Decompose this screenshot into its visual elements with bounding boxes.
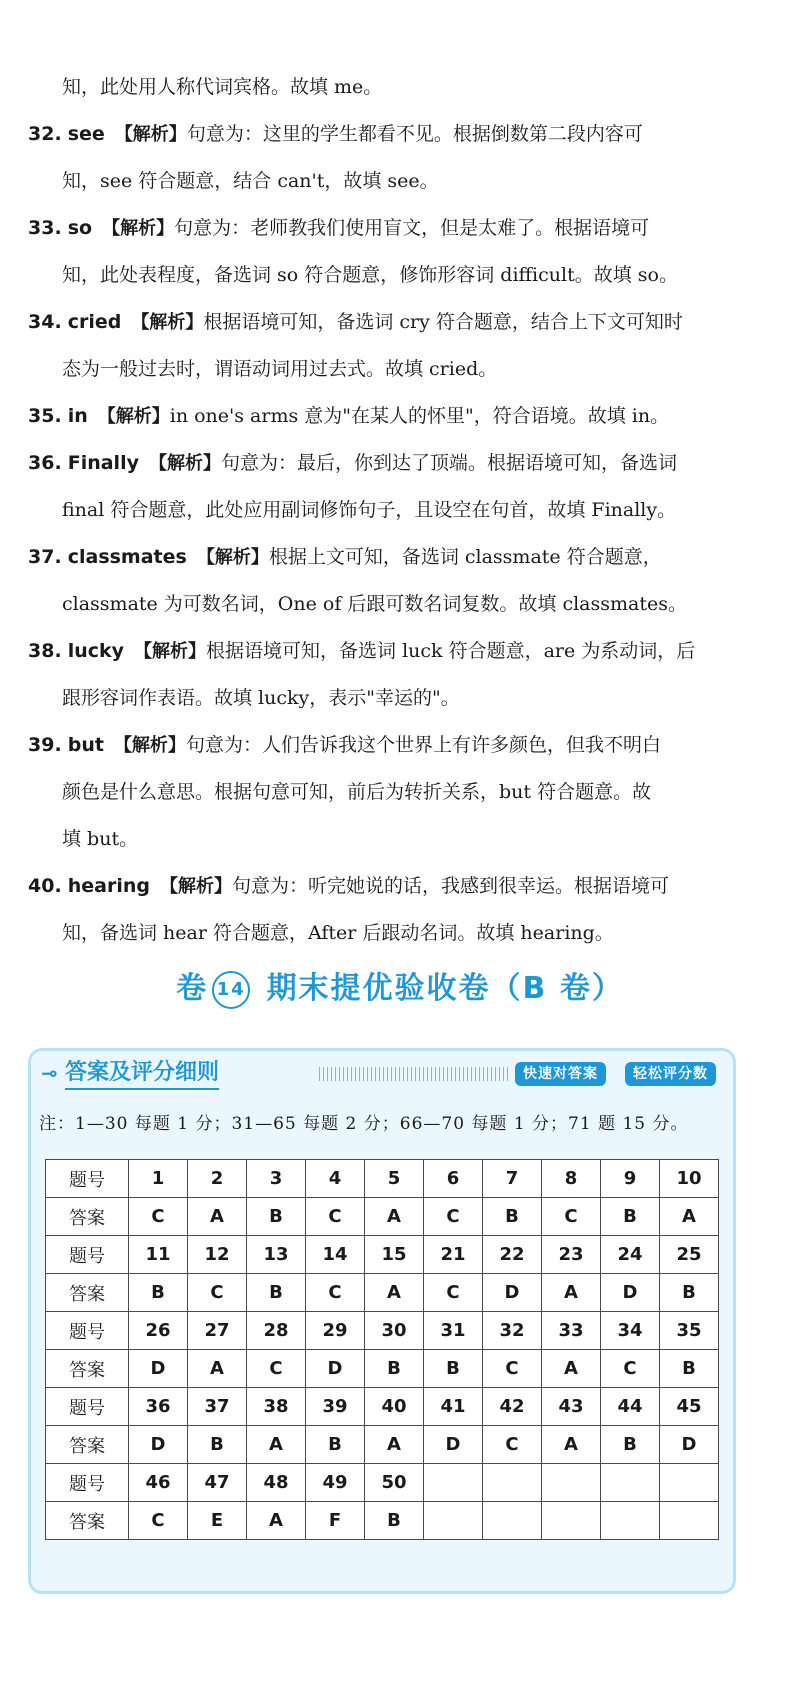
answer-cell: C: [483, 1426, 542, 1464]
analysis-tag: 【解析】: [134, 641, 207, 662]
answer-cell: C: [188, 1274, 247, 1312]
answer-cell: [660, 1502, 719, 1540]
answer-word: classmates: [67, 546, 187, 568]
answer-cell: B: [247, 1274, 306, 1312]
explanation-line: [28, 534, 748, 581]
question-number-cell: 13: [247, 1236, 306, 1274]
question-number-cell: 9: [601, 1160, 660, 1198]
question-number-cell: 32: [483, 1312, 542, 1350]
answer-word: so: [67, 217, 93, 239]
answer-cell: F: [306, 1502, 365, 1540]
explanation-text: 颜色是什么意思。根据句意可知，前后为转折关系，but 符合题意。故: [62, 781, 652, 803]
answer-cell: [424, 1502, 483, 1540]
question-number-cell: 49: [306, 1464, 365, 1502]
explanation-text: 填 but。: [62, 828, 139, 850]
row-label-question: 题号: [46, 1312, 129, 1350]
answer-cell: A: [542, 1426, 601, 1464]
analysis-tag: 【解析】: [102, 218, 175, 239]
question-number-cell: 27: [188, 1312, 247, 1350]
question-number-cell: 2: [188, 1160, 247, 1198]
question-number-cell: 29: [306, 1312, 365, 1350]
analysis-tag: 【解析】: [196, 547, 269, 568]
row-label-question: 题号: [46, 1160, 129, 1198]
question-number-row: [46, 1388, 719, 1426]
row-label-answer: 答案: [46, 1426, 129, 1464]
explanation-line: [28, 816, 748, 863]
answer-cell: A: [660, 1198, 719, 1236]
answer-card-title: 答案及评分细则: [65, 1055, 219, 1090]
row-label-question: 题号: [46, 1388, 129, 1426]
question-number-cell: 37: [188, 1388, 247, 1426]
analysis-tag: 【解析】: [97, 406, 170, 427]
answer-word: see: [67, 123, 105, 145]
explanation-text: 知，备选词 hear 符合题意，After 后跟动名词。故填 hearing。: [62, 922, 614, 944]
answer-cell: D: [483, 1274, 542, 1312]
question-number-cell: [424, 1464, 483, 1502]
question-number-cell: 35: [660, 1312, 719, 1350]
question-number-cell: 10: [660, 1160, 719, 1198]
question-number-cell: 15: [365, 1236, 424, 1274]
answer-word: cried: [67, 311, 122, 333]
answer-word: lucky: [67, 640, 125, 662]
answer-cell: B: [601, 1426, 660, 1464]
answer-cell: D: [601, 1274, 660, 1312]
question-number-cell: 50: [365, 1464, 424, 1502]
explanation-text: 根据上文可知，备选词 classmate 符合题意，: [268, 546, 662, 568]
answer-cell: C: [129, 1502, 188, 1540]
answer-cell: B: [483, 1198, 542, 1236]
explanation-line: [28, 487, 748, 534]
answer-card-header: [31, 1051, 733, 1095]
question-number-cell: 3: [247, 1160, 306, 1198]
item-number: 35.: [28, 405, 62, 427]
item-number: 33.: [28, 217, 62, 239]
question-number-cell: 42: [483, 1388, 542, 1426]
answer-cell: C: [247, 1350, 306, 1388]
item-number: 34.: [28, 311, 62, 333]
answer-cell: D: [660, 1426, 719, 1464]
question-number-cell: 7: [483, 1160, 542, 1198]
answer-cell: C: [306, 1198, 365, 1236]
answer-word: but: [67, 734, 104, 756]
section-number-badge: 14: [212, 971, 250, 1009]
explanation-line: [28, 158, 748, 205]
item-number: 36.: [28, 452, 62, 474]
answer-cell: D: [129, 1350, 188, 1388]
answer-cell: B: [129, 1274, 188, 1312]
row-label-answer: 答案: [46, 1198, 129, 1236]
explanation-text: in one's arms 意为"在某人的怀里"，符合语境。故填 in。: [169, 405, 670, 427]
item-number: 40.: [28, 875, 62, 897]
answer-cell: A: [247, 1502, 306, 1540]
answer-cell: B: [188, 1426, 247, 1464]
question-number-cell: [542, 1464, 601, 1502]
question-number-cell: 8: [542, 1160, 601, 1198]
answer-cell: C: [601, 1350, 660, 1388]
answer-cell: B: [365, 1502, 424, 1540]
explanation-text: 知，此处表程度，备选词 so 符合题意，修饰形容词 difficult。故填 so。: [62, 264, 678, 286]
answer-table: [45, 1159, 719, 1540]
explanation-line: [28, 910, 748, 957]
question-number-cell: 21: [424, 1236, 483, 1274]
explanation-line: [28, 675, 748, 722]
question-number-cell: 36: [129, 1388, 188, 1426]
explanation-text: 根据语境可知，备选词 luck 符合题意，are 为系动词，后: [206, 640, 696, 662]
analysis-tag: 【解析】: [131, 312, 204, 333]
answer-row: [46, 1198, 719, 1236]
explanation-line: [28, 299, 748, 346]
question-number-row: [46, 1312, 719, 1350]
question-number-cell: 31: [424, 1312, 483, 1350]
answer-cell: [601, 1502, 660, 1540]
row-label-question: 题号: [46, 1236, 129, 1274]
explanation-text: 知，see 符合题意，结合 can't，故填 see。: [62, 170, 439, 192]
answer-word: in: [67, 405, 88, 427]
row-label-answer: 答案: [46, 1350, 129, 1388]
explanation-line: [28, 863, 748, 910]
answer-cell: B: [365, 1350, 424, 1388]
explanation-line: [28, 722, 748, 769]
explanation-line: [28, 581, 748, 628]
answer-cell: C: [306, 1274, 365, 1312]
explanation-line: [28, 111, 748, 158]
question-number-cell: 14: [306, 1236, 365, 1274]
question-number-cell: 4: [306, 1160, 365, 1198]
answer-word: Finally: [67, 452, 139, 474]
question-number-cell: 46: [129, 1464, 188, 1502]
explanation-text: 根据语境可知，备选词 cry 符合题意，结合上下文可知时: [203, 311, 683, 333]
explanation-text: 句意为：听完她说的话，我感到很幸运。根据语境可: [231, 875, 669, 897]
question-number-cell: 43: [542, 1388, 601, 1426]
question-number-cell: 6: [424, 1160, 483, 1198]
question-number-cell: 44: [601, 1388, 660, 1426]
question-number-cell: 1: [129, 1160, 188, 1198]
answer-row: [46, 1274, 719, 1312]
explanation-line: [28, 440, 748, 487]
easy-score-badge: 轻松评分数: [625, 1062, 716, 1086]
quick-check-badge: 快速对答案: [515, 1062, 606, 1086]
answer-cell: B: [247, 1198, 306, 1236]
answer-cell: A: [365, 1426, 424, 1464]
explanation-text: 句意为：老师教我们使用盲文，但是太难了。根据语境可: [174, 217, 650, 239]
answer-cell: A: [188, 1350, 247, 1388]
explanation-line: [28, 64, 748, 111]
question-number-row: [46, 1160, 719, 1198]
question-number-cell: [660, 1464, 719, 1502]
question-number-cell: 41: [424, 1388, 483, 1426]
question-number-cell: 22: [483, 1236, 542, 1274]
answer-cell: C: [542, 1198, 601, 1236]
question-number-cell: 33: [542, 1312, 601, 1350]
explanation-line: [28, 769, 748, 816]
row-label-answer: 答案: [46, 1502, 129, 1540]
section-title: [0, 963, 800, 1009]
analysis-tag: 【解析】: [148, 453, 221, 474]
item-number: 37.: [28, 546, 62, 568]
explanation-text: 态为一般过去时，谓语动词用过去式。故填 cried。: [62, 358, 498, 380]
explanation-text: 跟形容词作表语。故填 lucky，表示"幸运的"。: [62, 687, 460, 709]
answer-cell: E: [188, 1502, 247, 1540]
answer-cell: B: [306, 1426, 365, 1464]
explanation-text: final 符合题意，此处应用副词修饰句子，且设空在句首，故填 Finally。: [62, 499, 677, 521]
section-prefix: 卷: [176, 971, 209, 1006]
explanation-line: [28, 205, 748, 252]
question-number-cell: [483, 1464, 542, 1502]
question-number-cell: 47: [188, 1464, 247, 1502]
question-number-cell: 24: [601, 1236, 660, 1274]
section-title-text: 期末提优验收卷（B 卷）: [266, 971, 624, 1006]
question-number-cell: 39: [306, 1388, 365, 1426]
question-number-cell: 5: [365, 1160, 424, 1198]
explanation-text: classmate 为可数名词，One of 后跟可数名词复数。故填 classmates。: [62, 593, 687, 615]
answer-cell: A: [542, 1274, 601, 1312]
key-arrow-icon: ⊸: [41, 1061, 58, 1085]
question-number-cell: 30: [365, 1312, 424, 1350]
answer-cell: C: [424, 1198, 483, 1236]
answer-card: [28, 1048, 736, 1594]
scoring-note: 注：1—30 每题 1 分；31—65 每题 2 分；66—70 每题 1 分；71 题 15 分。: [39, 1114, 689, 1134]
answer-cell: A: [365, 1198, 424, 1236]
question-number-cell: 26: [129, 1312, 188, 1350]
answer-row: [46, 1350, 719, 1388]
question-number-row: [46, 1464, 719, 1502]
question-number-cell: 12: [188, 1236, 247, 1274]
analysis-tag: 【解析】: [114, 124, 187, 145]
answer-row: [46, 1502, 719, 1540]
answer-row: [46, 1426, 719, 1464]
answer-word: hearing: [67, 875, 150, 897]
row-label-question: 题号: [46, 1464, 129, 1502]
question-number-cell: [601, 1464, 660, 1502]
answer-cell: A: [188, 1198, 247, 1236]
answer-cell: C: [129, 1198, 188, 1236]
answer-cell: A: [247, 1426, 306, 1464]
answer-cell: A: [542, 1350, 601, 1388]
answer-cell: D: [129, 1426, 188, 1464]
row-label-answer: 答案: [46, 1274, 129, 1312]
question-number-cell: 34: [601, 1312, 660, 1350]
analysis-tag: 【解析】: [113, 735, 186, 756]
header-stripes: [319, 1067, 509, 1081]
question-number-cell: 45: [660, 1388, 719, 1426]
item-number: 38.: [28, 640, 62, 662]
explanation-text: 知，此处用人称代词宾格。故填 me。: [62, 76, 383, 98]
explanation-line: [28, 393, 748, 440]
question-number-cell: 38: [247, 1388, 306, 1426]
answer-cell: B: [660, 1274, 719, 1312]
question-number-cell: 28: [247, 1312, 306, 1350]
answer-cell: B: [601, 1198, 660, 1236]
explanation-line: [28, 346, 748, 393]
question-number-cell: 48: [247, 1464, 306, 1502]
question-number-cell: 11: [129, 1236, 188, 1274]
explanation-text: 句意为：最后，你到达了顶端。根据语境可知，备选词: [220, 452, 677, 474]
question-number-cell: 25: [660, 1236, 719, 1274]
item-number: 32.: [28, 123, 62, 145]
answer-cell: D: [306, 1350, 365, 1388]
explanation-text: 句意为：这里的学生都看不见。根据倒数第二段内容可: [186, 123, 643, 145]
explanation-line: [28, 628, 748, 675]
analysis-tag: 【解析】: [159, 876, 232, 897]
explanation-text: 句意为：人们告诉我这个世界上有许多颜色，但我不明白: [185, 734, 661, 756]
explanations: [28, 64, 748, 957]
question-number-cell: 23: [542, 1236, 601, 1274]
explanation-line: [28, 252, 748, 299]
question-number-cell: 40: [365, 1388, 424, 1426]
question-number-row: [46, 1236, 719, 1274]
answer-cell: C: [424, 1274, 483, 1312]
item-number: 39.: [28, 734, 62, 756]
answer-cell: D: [424, 1426, 483, 1464]
answer-cell: A: [365, 1274, 424, 1312]
answer-cell: B: [424, 1350, 483, 1388]
answer-cell: [483, 1502, 542, 1540]
answer-cell: B: [660, 1350, 719, 1388]
answer-cell: C: [483, 1350, 542, 1388]
answer-cell: [542, 1502, 601, 1540]
